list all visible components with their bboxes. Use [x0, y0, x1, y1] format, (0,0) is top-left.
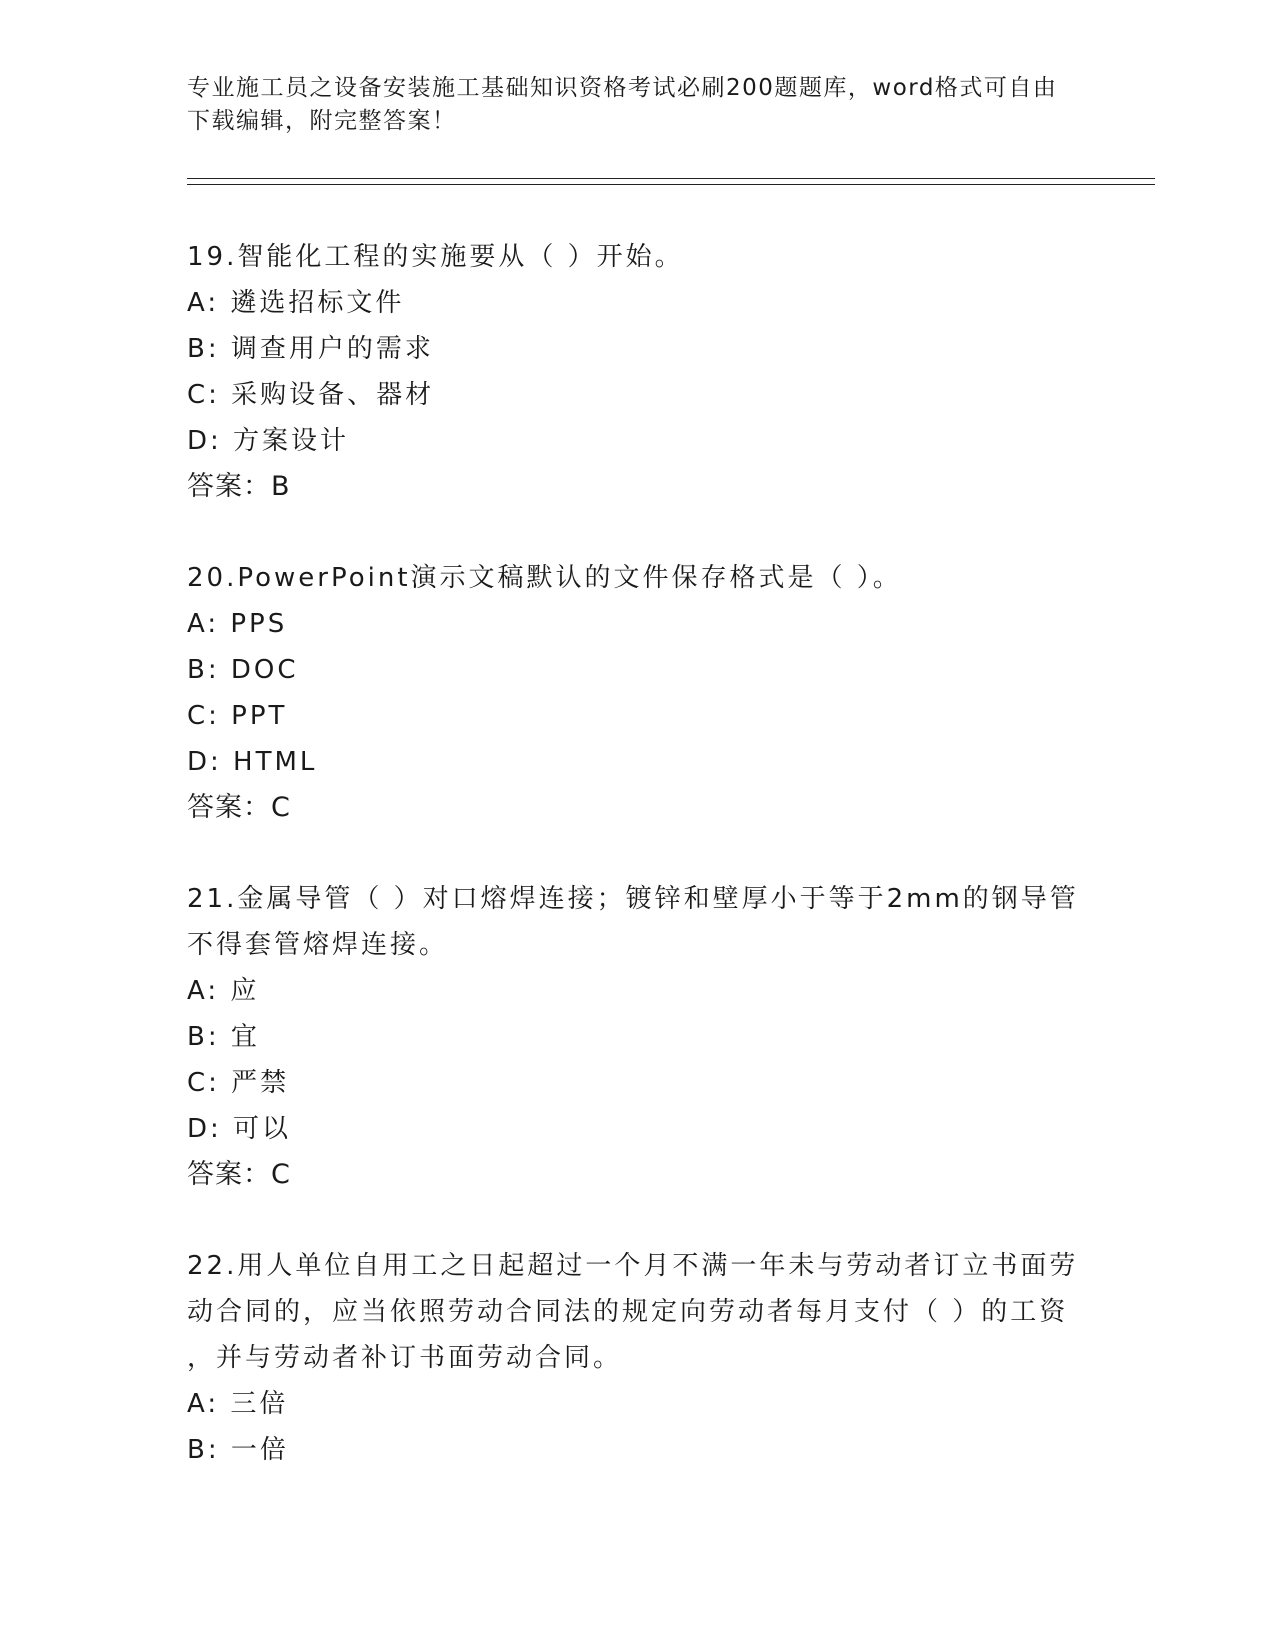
page-header [187, 72, 1087, 138]
question-stem-line-2: 不得套管熔焊连接。 [187, 930, 449, 960]
question-20 [187, 555, 1087, 831]
header-line-1: 专业施工员之设备安装施工基础知识资格考试必刷200题题库，word格式可自由 [187, 75, 1058, 101]
option-c: C: PPT [187, 701, 288, 731]
option-c: C: 采购设备、器材 [187, 380, 435, 410]
header-divider-top [187, 178, 1155, 179]
answer: 答案：C [187, 1159, 291, 1190]
answer: 答案：B [187, 471, 291, 502]
question-19 [187, 234, 1087, 510]
option-b: B: 调查用户的需求 [187, 334, 434, 364]
question-stem-line-2: 动合同的，应当依照劳动合同法的规定向劳动者每月支付（ ）的工资 [187, 1297, 1069, 1327]
question-stem-line-1: 21.金属导管（ ）对口熔焊连接；镀锌和壁厚小于等于2mm的钢导管 [187, 884, 1079, 914]
option-c: C: 严禁 [187, 1068, 290, 1098]
option-d: D: 可以 [187, 1114, 292, 1144]
option-a: A: 三倍 [187, 1389, 289, 1419]
option-b: B: 宜 [187, 1022, 260, 1052]
header-line-2: 下载编辑，附完整答案！ [187, 108, 457, 134]
option-d: D: HTML [187, 747, 318, 777]
answer: 答案：C [187, 792, 291, 823]
option-a: A: 应 [187, 976, 260, 1006]
option-a: A: 遴选招标文件 [187, 288, 405, 318]
question-21 [187, 876, 1087, 1198]
question-stem: 19.智能化工程的实施要从（ ）开始。 [187, 242, 684, 272]
header-divider-bottom [187, 184, 1155, 185]
question-stem-line-3: ，并与劳动者补订书面劳动合同。 [187, 1343, 623, 1373]
option-b: B: DOC [187, 655, 299, 685]
question-stem: 20.PowerPoint演示文稿默认的文件保存格式是（ ）。 [187, 563, 902, 593]
option-d: D: 方案设计 [187, 426, 350, 456]
option-a: A: PPS [187, 609, 288, 639]
option-b: B: 一倍 [187, 1435, 289, 1465]
question-22 [187, 1243, 1087, 1473]
question-stem-line-1: 22.用人单位自用工之日起超过一个月不满一年未与劳动者订立书面劳 [187, 1251, 1079, 1281]
